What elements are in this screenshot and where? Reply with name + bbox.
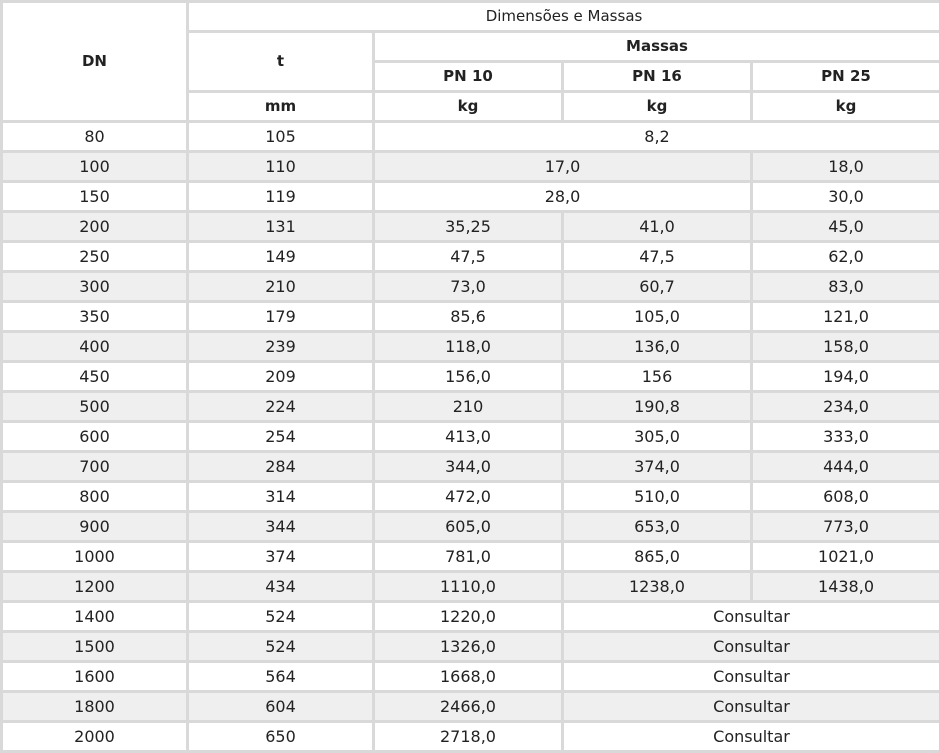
cell-mass-pn10: 85,6 bbox=[375, 303, 561, 330]
cell-t: 110 bbox=[189, 153, 372, 180]
cell-mass-pn16: 41,0 bbox=[564, 213, 750, 240]
cell-dn: 400 bbox=[3, 333, 186, 360]
table-row bbox=[3, 393, 939, 420]
table-row bbox=[3, 303, 939, 330]
cell-t: 119 bbox=[189, 183, 372, 210]
header-massas: Massas bbox=[375, 33, 939, 60]
cell-dn: 80 bbox=[3, 123, 186, 150]
cell-mass-pn25: 158,0 bbox=[753, 333, 939, 360]
cell-dn: 150 bbox=[3, 183, 186, 210]
table-row bbox=[3, 453, 939, 480]
cell-mass-pn16: 510,0 bbox=[564, 483, 750, 510]
cell-dn: 2000 bbox=[3, 723, 186, 750]
cell-mass-pn16-pn25: Consultar bbox=[564, 633, 939, 660]
cell-t: 210 bbox=[189, 273, 372, 300]
cell-mass-pn16-pn25: Consultar bbox=[564, 693, 939, 720]
cell-dn: 1600 bbox=[3, 663, 186, 690]
cell-mass-pn25: 1438,0 bbox=[753, 573, 939, 600]
cell-dn: 350 bbox=[3, 303, 186, 330]
table-row bbox=[3, 423, 939, 450]
cell-mass-pn16: 105,0 bbox=[564, 303, 750, 330]
header-section-title: Dimensões e Massas bbox=[189, 3, 939, 30]
cell-mass-pn10: 118,0 bbox=[375, 333, 561, 360]
header-pn25: PN 25 bbox=[753, 63, 939, 90]
cell-t: 524 bbox=[189, 603, 372, 630]
cell-mass-pn25: 83,0 bbox=[753, 273, 939, 300]
cell-mass-pn16-pn25: Consultar bbox=[564, 603, 939, 630]
table-row bbox=[3, 273, 939, 300]
cell-mass-pn16-pn25: Consultar bbox=[564, 723, 939, 750]
cell-mass-pn16-pn25: Consultar bbox=[564, 663, 939, 690]
cell-mass-pn16: 865,0 bbox=[564, 543, 750, 570]
table-row bbox=[3, 693, 939, 720]
table-row bbox=[3, 633, 939, 660]
cell-t: 131 bbox=[189, 213, 372, 240]
cell-mass-pn16: 190,8 bbox=[564, 393, 750, 420]
cell-mass-pn10: 2718,0 bbox=[375, 723, 561, 750]
table-row bbox=[3, 183, 939, 210]
cell-mass-pn10: 472,0 bbox=[375, 483, 561, 510]
cell-mass-pn10: 344,0 bbox=[375, 453, 561, 480]
cell-mass-pn25: 1021,0 bbox=[753, 543, 939, 570]
cell-mass-pn10: 156,0 bbox=[375, 363, 561, 390]
cell-mass-pn25: 608,0 bbox=[753, 483, 939, 510]
cell-mass-pn16: 653,0 bbox=[564, 513, 750, 540]
table-row bbox=[3, 333, 939, 360]
table-row bbox=[3, 573, 939, 600]
cell-mass-pn10: 413,0 bbox=[375, 423, 561, 450]
cell-mass-pn10: 781,0 bbox=[375, 543, 561, 570]
header-t: t bbox=[189, 33, 372, 90]
header-dn: DN bbox=[3, 3, 186, 120]
table-row bbox=[3, 723, 939, 750]
cell-mass-pn16: 374,0 bbox=[564, 453, 750, 480]
table-row bbox=[3, 513, 939, 540]
cell-mass-pn10: 73,0 bbox=[375, 273, 561, 300]
cell-mass-pn10: 2466,0 bbox=[375, 693, 561, 720]
table-row bbox=[3, 543, 939, 570]
cell-mass-pn25: 444,0 bbox=[753, 453, 939, 480]
cell-t: 650 bbox=[189, 723, 372, 750]
cell-t: 209 bbox=[189, 363, 372, 390]
cell-mass-pn10: 1220,0 bbox=[375, 603, 561, 630]
table-row bbox=[3, 243, 939, 270]
cell-mass-all: 8,2 bbox=[375, 123, 939, 150]
cell-t: 224 bbox=[189, 393, 372, 420]
cell-mass-pn25: 333,0 bbox=[753, 423, 939, 450]
cell-dn: 450 bbox=[3, 363, 186, 390]
cell-dn: 100 bbox=[3, 153, 186, 180]
cell-mass-pn16: 60,7 bbox=[564, 273, 750, 300]
cell-mass-pn10-pn16: 17,0 bbox=[375, 153, 750, 180]
cell-mass-pn25: 18,0 bbox=[753, 153, 939, 180]
cell-dn: 800 bbox=[3, 483, 186, 510]
cell-mass-pn10: 605,0 bbox=[375, 513, 561, 540]
cell-mass-pn16: 47,5 bbox=[564, 243, 750, 270]
cell-mass-pn16: 1238,0 bbox=[564, 573, 750, 600]
cell-t: 239 bbox=[189, 333, 372, 360]
table-row bbox=[3, 213, 939, 240]
unit-t: mm bbox=[189, 93, 372, 120]
header-pn10: PN 10 bbox=[375, 63, 561, 90]
cell-dn: 1400 bbox=[3, 603, 186, 630]
cell-dn: 600 bbox=[3, 423, 186, 450]
cell-t: 604 bbox=[189, 693, 372, 720]
table-row bbox=[3, 153, 939, 180]
cell-mass-pn10: 1110,0 bbox=[375, 573, 561, 600]
cell-t: 524 bbox=[189, 633, 372, 660]
cell-t: 564 bbox=[189, 663, 372, 690]
cell-t: 314 bbox=[189, 483, 372, 510]
cell-t: 105 bbox=[189, 123, 372, 150]
cell-mass-pn16: 156 bbox=[564, 363, 750, 390]
table-row bbox=[3, 663, 939, 690]
cell-t: 434 bbox=[189, 573, 372, 600]
cell-mass-pn10: 1668,0 bbox=[375, 663, 561, 690]
cell-dn: 700 bbox=[3, 453, 186, 480]
cell-dn: 250 bbox=[3, 243, 186, 270]
cell-mass-pn25: 121,0 bbox=[753, 303, 939, 330]
cell-mass-pn10: 47,5 bbox=[375, 243, 561, 270]
cell-dn: 500 bbox=[3, 393, 186, 420]
cell-dn: 1800 bbox=[3, 693, 186, 720]
cell-mass-pn10: 210 bbox=[375, 393, 561, 420]
unit-pn16: kg bbox=[564, 93, 750, 120]
table-row bbox=[3, 363, 939, 390]
cell-t: 149 bbox=[189, 243, 372, 270]
cell-dn: 300 bbox=[3, 273, 186, 300]
cell-t: 374 bbox=[189, 543, 372, 570]
cell-t: 344 bbox=[189, 513, 372, 540]
cell-mass-pn25: 773,0 bbox=[753, 513, 939, 540]
cell-dn: 1500 bbox=[3, 633, 186, 660]
cell-mass-pn25: 45,0 bbox=[753, 213, 939, 240]
cell-t: 284 bbox=[189, 453, 372, 480]
cell-mass-pn25: 62,0 bbox=[753, 243, 939, 270]
unit-pn10: kg bbox=[375, 93, 561, 120]
cell-mass-pn10: 35,25 bbox=[375, 213, 561, 240]
cell-mass-pn25: 194,0 bbox=[753, 363, 939, 390]
table-row bbox=[3, 603, 939, 630]
cell-mass-pn10-pn16: 28,0 bbox=[375, 183, 750, 210]
cell-dn: 900 bbox=[3, 513, 186, 540]
cell-mass-pn10: 1326,0 bbox=[375, 633, 561, 660]
table-row bbox=[3, 123, 939, 150]
cell-mass-pn25: 234,0 bbox=[753, 393, 939, 420]
cell-dn: 200 bbox=[3, 213, 186, 240]
cell-dn: 1000 bbox=[3, 543, 186, 570]
cell-t: 179 bbox=[189, 303, 372, 330]
table-row bbox=[3, 483, 939, 510]
cell-dn: 1200 bbox=[3, 573, 186, 600]
unit-pn25: kg bbox=[753, 93, 939, 120]
cell-t: 254 bbox=[189, 423, 372, 450]
cell-mass-pn25: 30,0 bbox=[753, 183, 939, 210]
header-pn16: PN 16 bbox=[564, 63, 750, 90]
cell-mass-pn16: 305,0 bbox=[564, 423, 750, 450]
cell-mass-pn16: 136,0 bbox=[564, 333, 750, 360]
